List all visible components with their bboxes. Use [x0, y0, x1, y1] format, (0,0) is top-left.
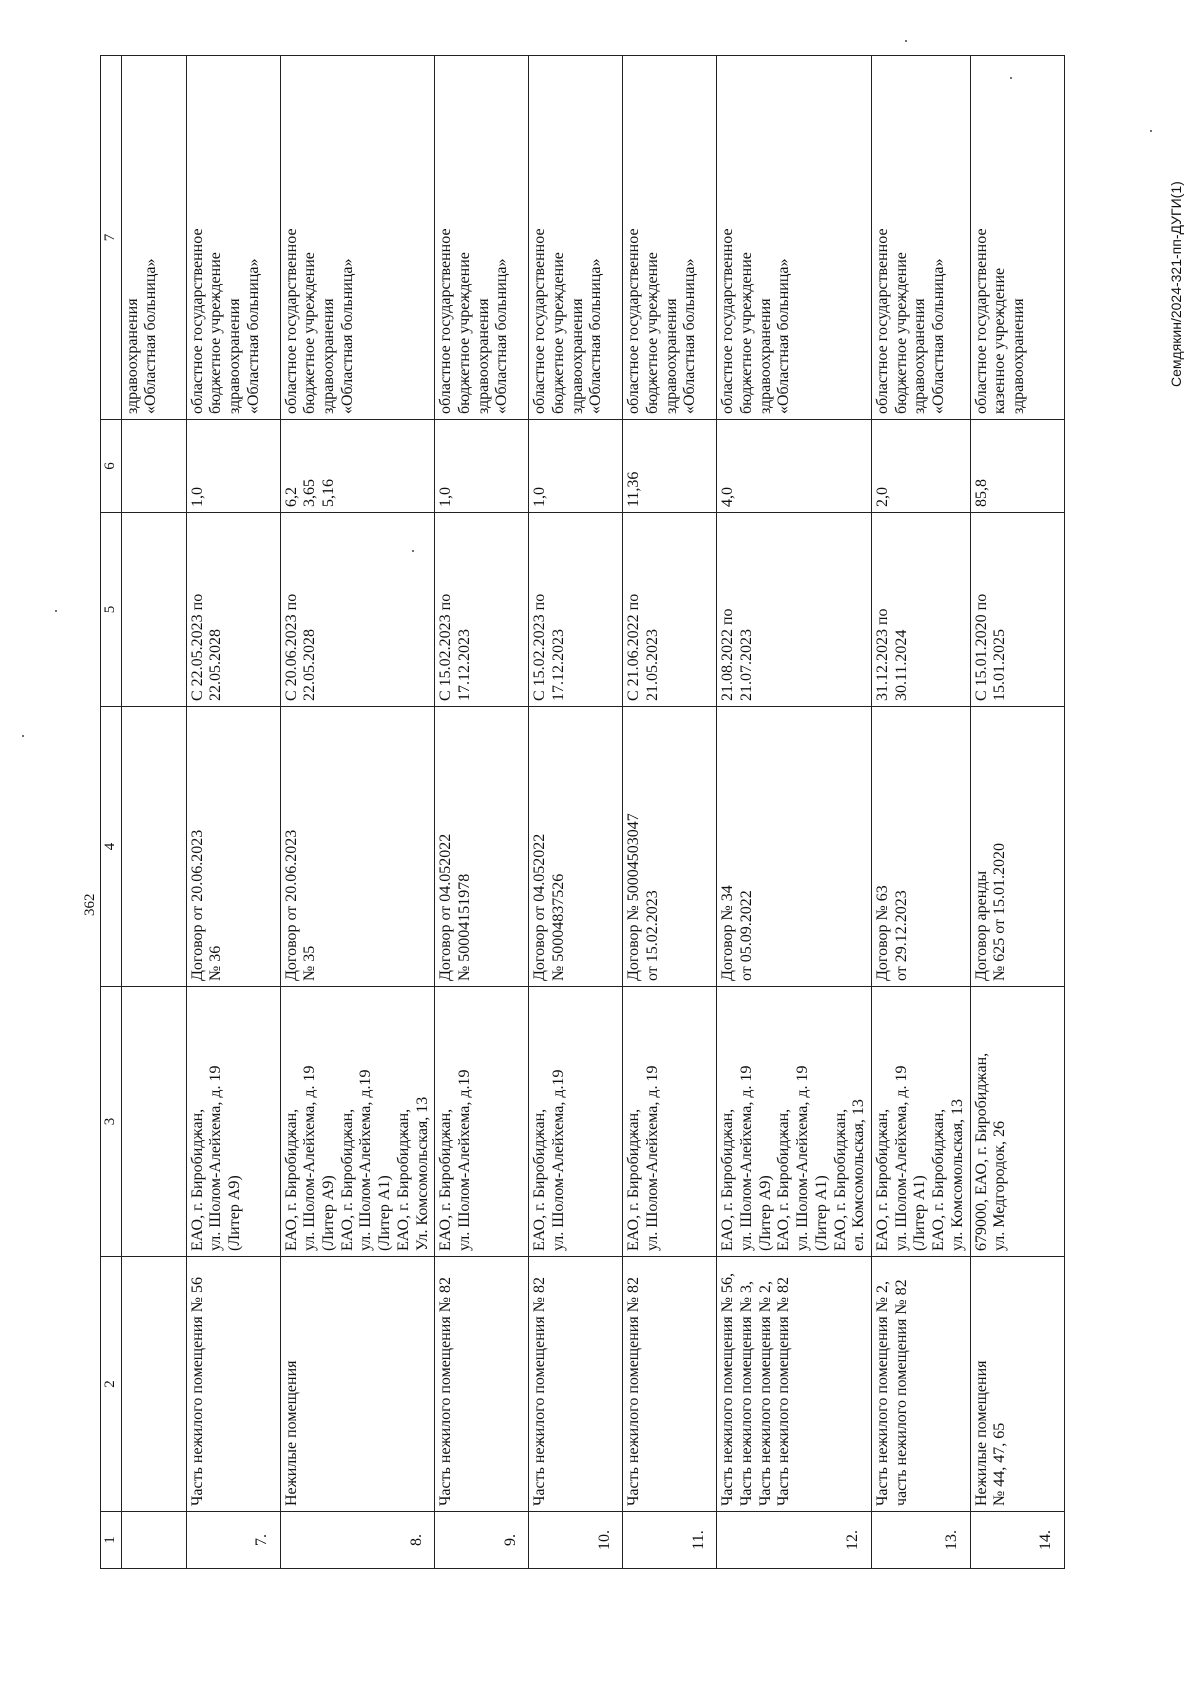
area-cell: 6,2 3,65 5,16 — [280, 420, 435, 513]
column-header: 5 — [101, 513, 122, 707]
cell — [121, 420, 186, 513]
column-header: 2 — [101, 1257, 122, 1512]
row-number: 12. — [717, 1512, 872, 1569]
row-number: 8. — [280, 1512, 435, 1569]
object-cell: Часть нежилого помещения № 2, часть нежилого помещения № 82 — [872, 1257, 971, 1512]
column-header: 3 — [101, 987, 122, 1257]
scan-speck — [55, 610, 57, 612]
object-cell: Нежилые помещения — [280, 1257, 435, 1512]
cell — [121, 707, 186, 987]
address-cell: 679000, ЕАО, г. Биробиджан, ул. Медгородок, 26 — [970, 987, 1064, 1257]
address-cell: ЕАО, г. Биробиджан, ул. Шолом-Алейхема, д. 19 — [623, 987, 717, 1257]
area-cell: 85,8 — [970, 420, 1064, 513]
holder-cell: здравоохранения «Областная больница» — [121, 56, 186, 420]
object-cell: Часть нежилого помещения № 82 — [529, 1257, 623, 1512]
document-cell: Договор от 20.06.2023 № 36 — [186, 707, 280, 987]
address-cell: ЕАО, г. Биробиджан, ул. Шолом-Алейхема, д. 19 (Литер А9) ЕАО, г. Биробиджан, ул. Шолом-Алейхема, д. 19 (Литер А1) ЕАО, г. Биробиджан, ел. Комсомольская, 13 — [717, 987, 872, 1257]
row-number: 11. — [623, 1512, 717, 1569]
row-number: 7. — [186, 1512, 280, 1569]
row-number: 9. — [435, 1512, 529, 1569]
scan-speck — [22, 735, 24, 737]
scan-speck — [1010, 77, 1012, 79]
column-header: 7 — [101, 56, 122, 420]
document-cell: Договор от 20.06.2023 № 35 — [280, 707, 435, 987]
table-row — [186, 56, 280, 1569]
address-cell: ЕАО, г. Биробиджан, ул. Шолом-Алейхема, д.19 — [529, 987, 623, 1257]
object-cell: Часть нежилого помещения № 82 — [623, 1257, 717, 1512]
document-cell: Договор от 04.052022 № 50004837526 — [529, 707, 623, 987]
column-header: 6 — [101, 420, 122, 513]
object-cell: Часть нежилого помещения № 56 — [186, 1257, 280, 1512]
holder-cell: областное государственное бюджетное учреждение здравоохранения «Областная больница» — [872, 56, 971, 420]
holder-cell: областное государственное бюджетное учреждение здравоохранения «Областная больница» — [435, 56, 529, 420]
row-number: 13. — [872, 1512, 971, 1569]
table-row — [970, 56, 1064, 1569]
area-cell: 11,36 — [623, 420, 717, 513]
area-cell: 2,0 — [872, 420, 971, 513]
cell — [121, 987, 186, 1257]
document-cell: Договор аренды № 625 от 15.01.2020 — [970, 707, 1064, 987]
period-cell: С 22.05.2023 по 22.05.2028 — [186, 513, 280, 707]
area-cell: 1,0 — [186, 420, 280, 513]
document-cell: Договор от 04.052022 № 50004151978 — [435, 707, 529, 987]
object-cell: Часть нежилого помещения № 56, Часть нежилого помещения № 3, Часть нежилого помещения № 2, Часть нежилого помещения № 82 — [717, 1257, 872, 1512]
holder-cell: областное государственное бюджетное учреждение здравоохранения «Областная больница» — [280, 56, 435, 420]
holder-cell: областное государственное бюджетное учреждение здравоохранения «Областная больница» — [623, 56, 717, 420]
address-cell: ЕАО, г. Биробиджан, ул. Шолом-Алейхема, д. 19 (Литер А9) — [186, 987, 280, 1257]
table-row — [623, 56, 717, 1569]
object-cell: Часть нежилого помещения № 82 — [435, 1257, 529, 1512]
holder-cell: областное государственное бюджетное учреждение здравоохранения «Областная больница» — [186, 56, 280, 420]
area-cell: 4,0 — [717, 420, 872, 513]
row-number: 10. — [529, 1512, 623, 1569]
object-cell: Нежилые помещения № 44, 47, 65 — [970, 1257, 1064, 1512]
holder-cell: областное государственное казенное учреждение здравоохранения — [970, 56, 1064, 420]
address-cell: ЕАО, г. Биробиджан, ул. Шолом-Алейхема, д. 19 (Литер А9) ЕАО, г. Биробиджан, ул. Шолом-Алейхема, д.19 (Литер А1) ЕАО, г. Биробиджан, Ул. Комсомольская, 13 — [280, 987, 435, 1257]
cell — [121, 1257, 186, 1512]
address-cell: ЕАО, г. Биробиджан, ул. Шолом-Алейхема, д. 19 (Литер А1) ЕАО, г. Биробиджан, ул. Комсомольская, 13 — [872, 987, 971, 1257]
scan-speck — [1150, 130, 1152, 132]
area-cell: 1,0 — [529, 420, 623, 513]
table-row — [529, 56, 623, 1569]
period-cell: С 15.01.2020 по 15.01.2025 — [970, 513, 1064, 707]
address-cell: ЕАО, г. Биробиджан, ул. Шолом-Алейхема, д.19 — [435, 987, 529, 1257]
area-cell: 1,0 — [435, 420, 529, 513]
page-number: 362 — [82, 893, 98, 916]
cell — [121, 1512, 186, 1569]
table-row — [280, 56, 435, 1569]
document-cell: Договор № 50004503047 от 15.02.2023 — [623, 707, 717, 987]
period-cell: С 20.06.2023 по 22.05.2028 — [280, 513, 435, 707]
document-cell: Договор № 63 от 29.12.2023 — [872, 707, 971, 987]
table-row — [872, 56, 971, 1569]
scan-speck — [905, 40, 907, 42]
document-cell: Договор № 34 от 05.09.2022 — [717, 707, 872, 987]
row-number: 14. — [970, 1512, 1064, 1569]
period-cell: С 15.02.2023 по 17.12.2023 — [529, 513, 623, 707]
column-header: 4 — [101, 707, 122, 987]
table-row — [717, 56, 872, 1569]
period-cell: С 21.06.2022 по 21.05.2023 — [623, 513, 717, 707]
property-table — [100, 55, 1065, 1569]
holder-cell: областное государственное бюджетное учреждение здравоохранения «Областная больница» — [529, 56, 623, 420]
period-cell: 31.12.2023 по 30.11.2024 — [872, 513, 971, 707]
period-cell: 21.08.2022 по 21.07.2023 — [717, 513, 872, 707]
column-number-row — [101, 56, 122, 1569]
period-cell: С 15.02.2023 по 17.12.2023 — [435, 513, 529, 707]
column-header: 1 — [101, 1512, 122, 1569]
cell — [121, 513, 186, 707]
table-row — [435, 56, 529, 1569]
holder-cell: областное государственное бюджетное учреждение здравоохранения «Областная больница» — [717, 56, 872, 420]
footer-code: Семдякин/2024-321-пп-ДУГИ(1) — [1168, 181, 1184, 387]
scan-speck — [412, 550, 414, 552]
continuation-row — [121, 56, 186, 1569]
